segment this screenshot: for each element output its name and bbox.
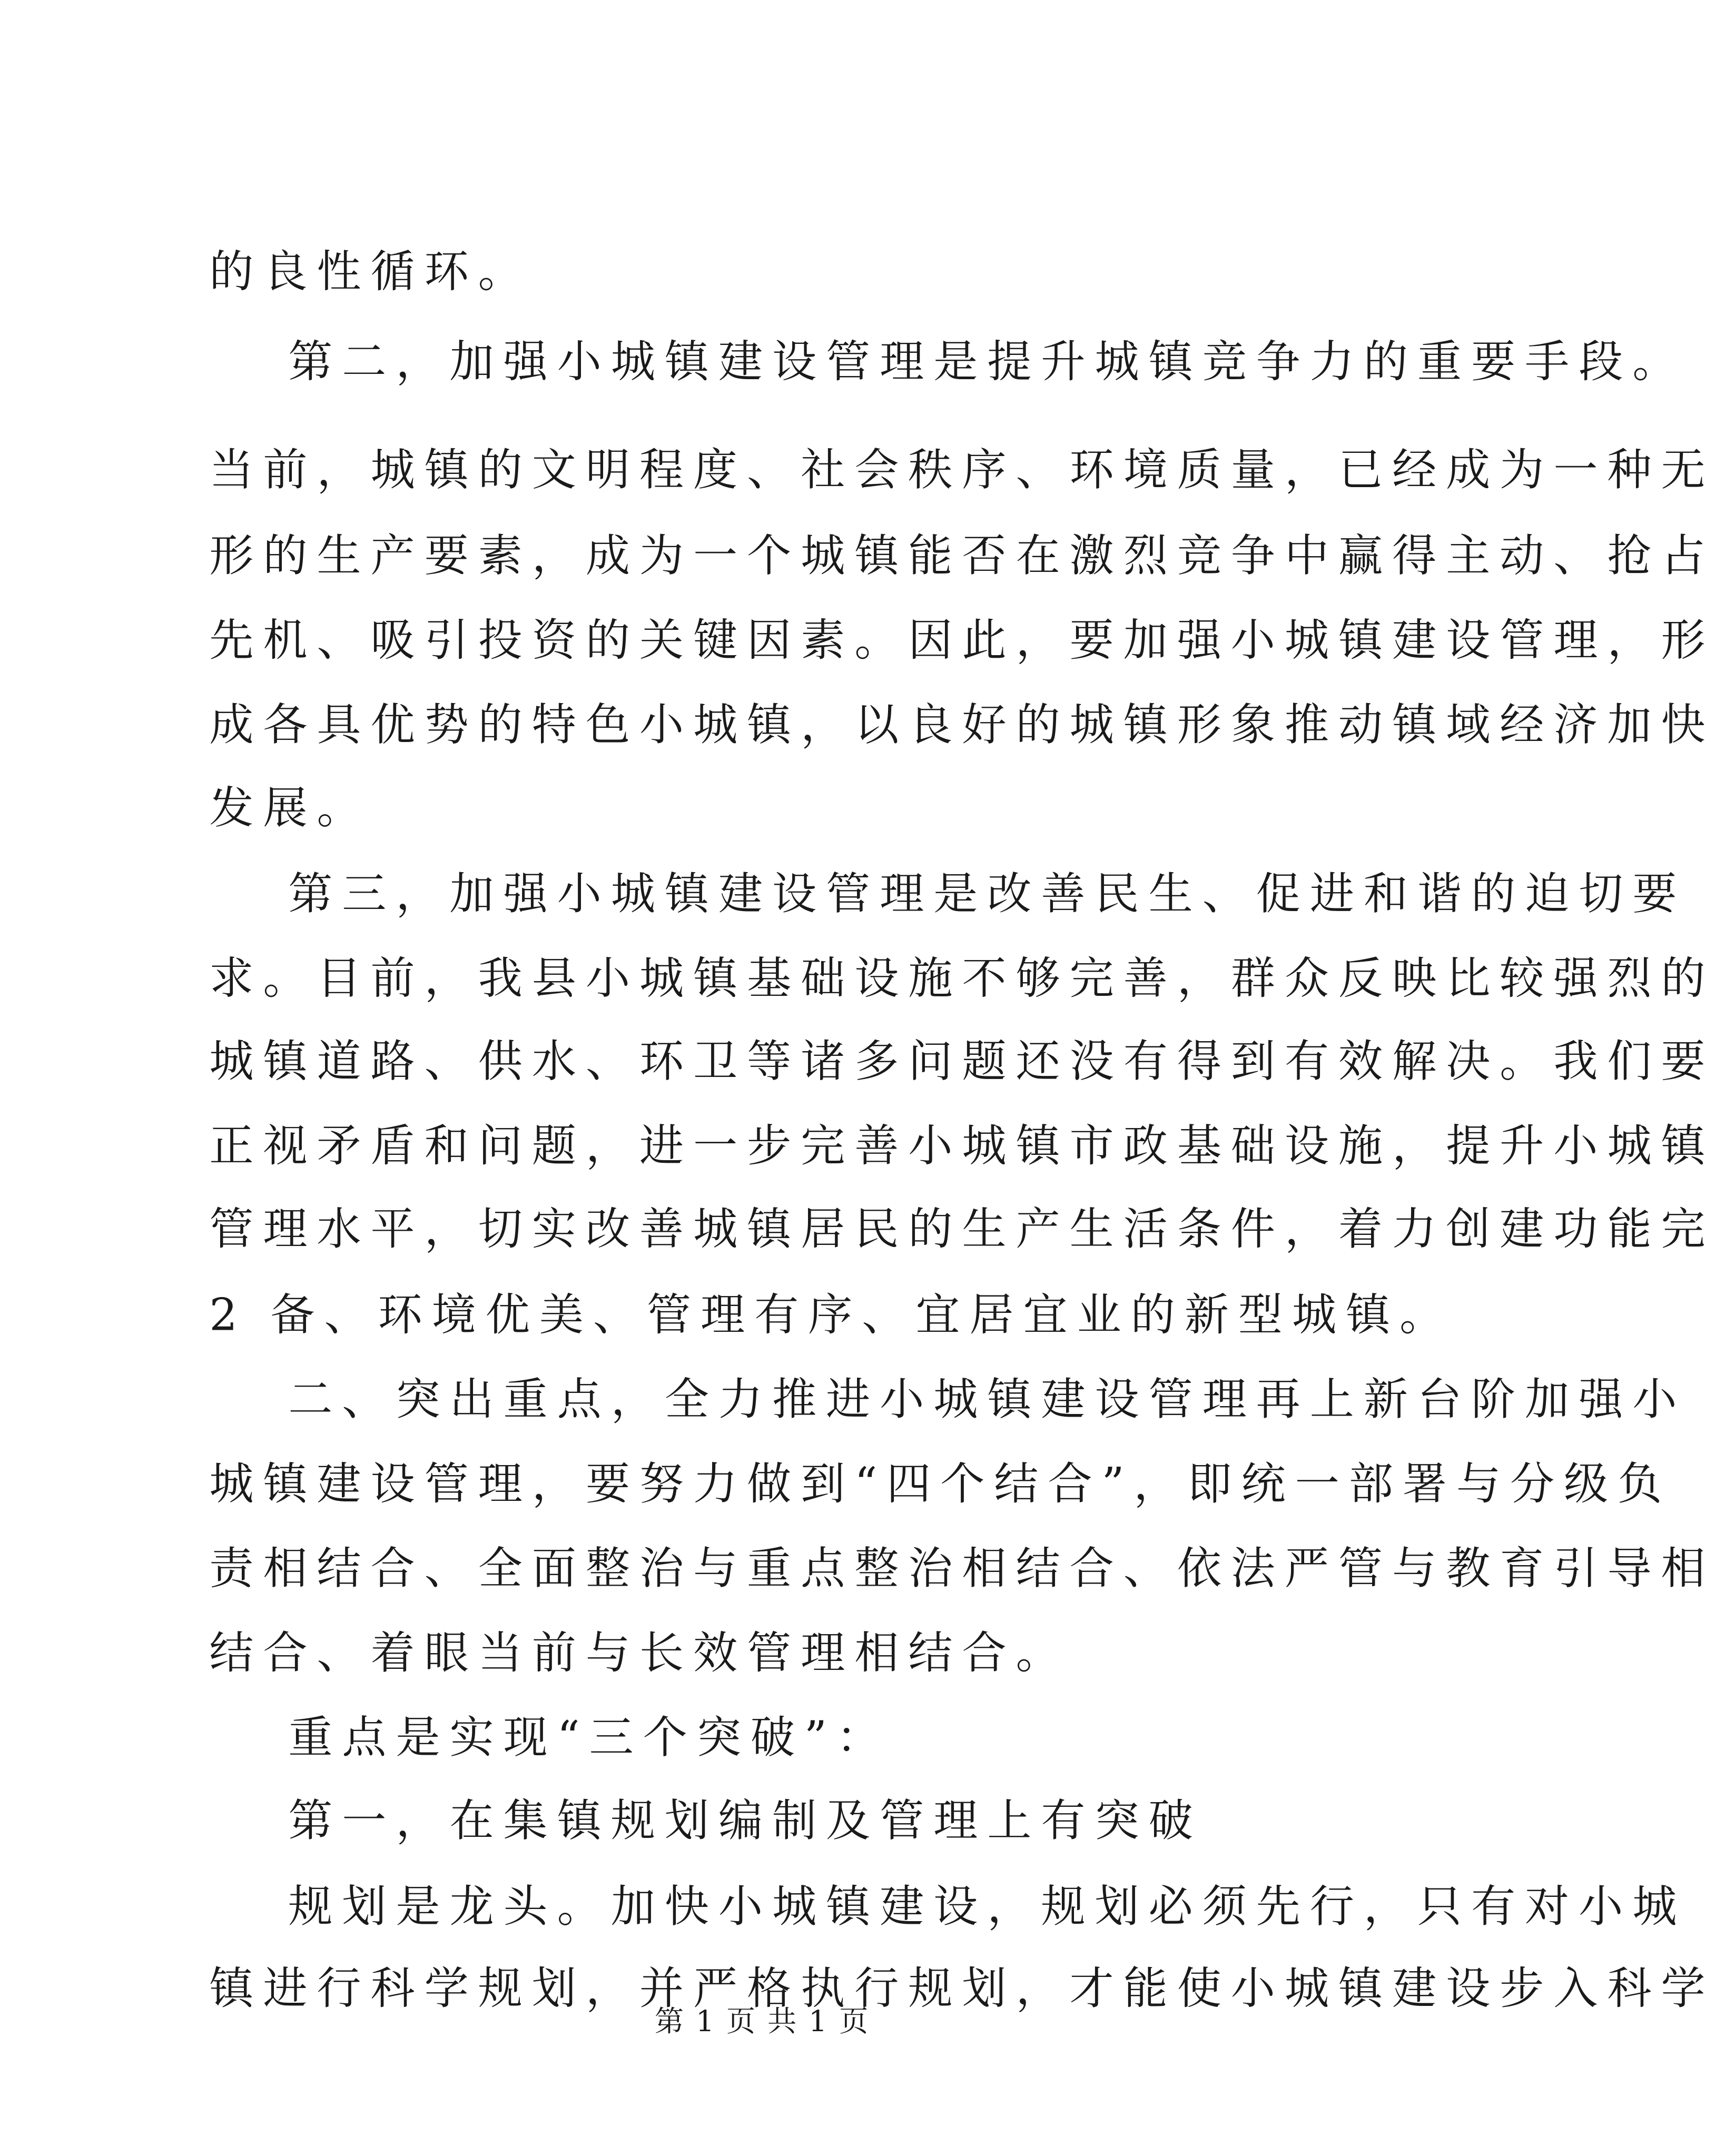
text-line: 成各具优势的特色小城镇，以良好的城镇形象推动镇域经济加快 [209,698,1715,751]
text-line: 结合、着眼当前与长效管理相结合。 [209,1626,1070,1679]
paragraph-start-line: 规划是龙头。加快小城镇建设，规划必须先行，只有对小城 [288,1880,1687,1933]
text-line: 责相结合、全面整治与重点整治相结合、依法严管与教育引导相 [209,1542,1715,1595]
paragraph-start-line: 二、突出重点，全力推进小城镇建设管理再上新台阶加强小 [288,1373,1687,1426]
text-line: 的良性循环。 [209,245,532,298]
text-line: 当前，城镇的文明程度、社会秩序、环境质量，已经成为一种无 [209,443,1715,496]
text-line: 求。目前，我县小城镇基础设施不够完善，群众反映比较强烈的 [209,952,1715,1005]
page-footer: 第 1 页 共 1 页 [654,2004,870,2039]
text-line: 城镇建设管理，要努力做到“四个结合”，即统一部署与分级负 [209,1457,1672,1510]
text-line: 城镇道路、供水、环卫等诸多问题还没有得到有效解决。我们要 [209,1035,1715,1088]
paragraph-start-line: 第一，在集镇规划编制及管理上有突破 [288,1794,1203,1847]
paragraph-start-line: 重点是实现“三个突破”： [288,1711,890,1764]
text-line: 发展。 [209,781,371,834]
text-line: 2 备、环境优美、管理有序、宜居宜业的新型城镇。 [209,1288,1454,1341]
text-line: 形的生产要素，成为一个城镇能否在激烈竞争中赢得主动、抢占 [209,529,1715,582]
text-line: 镇进行科学规划，并严格执行规划，才能使小城镇建设步入科学 [209,1962,1715,2015]
text-line: 正视矛盾和问题，进一步完善小城镇市政基础设施，提升小城镇 [209,1119,1715,1172]
paragraph-start-line: 第三，加强小城镇建设管理是改善民生、促进和谐的迫切要 [288,867,1687,920]
text-line: 先机、吸引投资的关键因素。因此，要加强小城镇建设管理，形 [209,614,1715,667]
paragraph-start-line: 第二，加强小城镇建设管理是提升城镇竞争力的重要手段。 [288,335,1687,388]
text-line: 管理水平，切实改善城镇居民的生产生活条件，着力创建功能完 [209,1202,1715,1255]
